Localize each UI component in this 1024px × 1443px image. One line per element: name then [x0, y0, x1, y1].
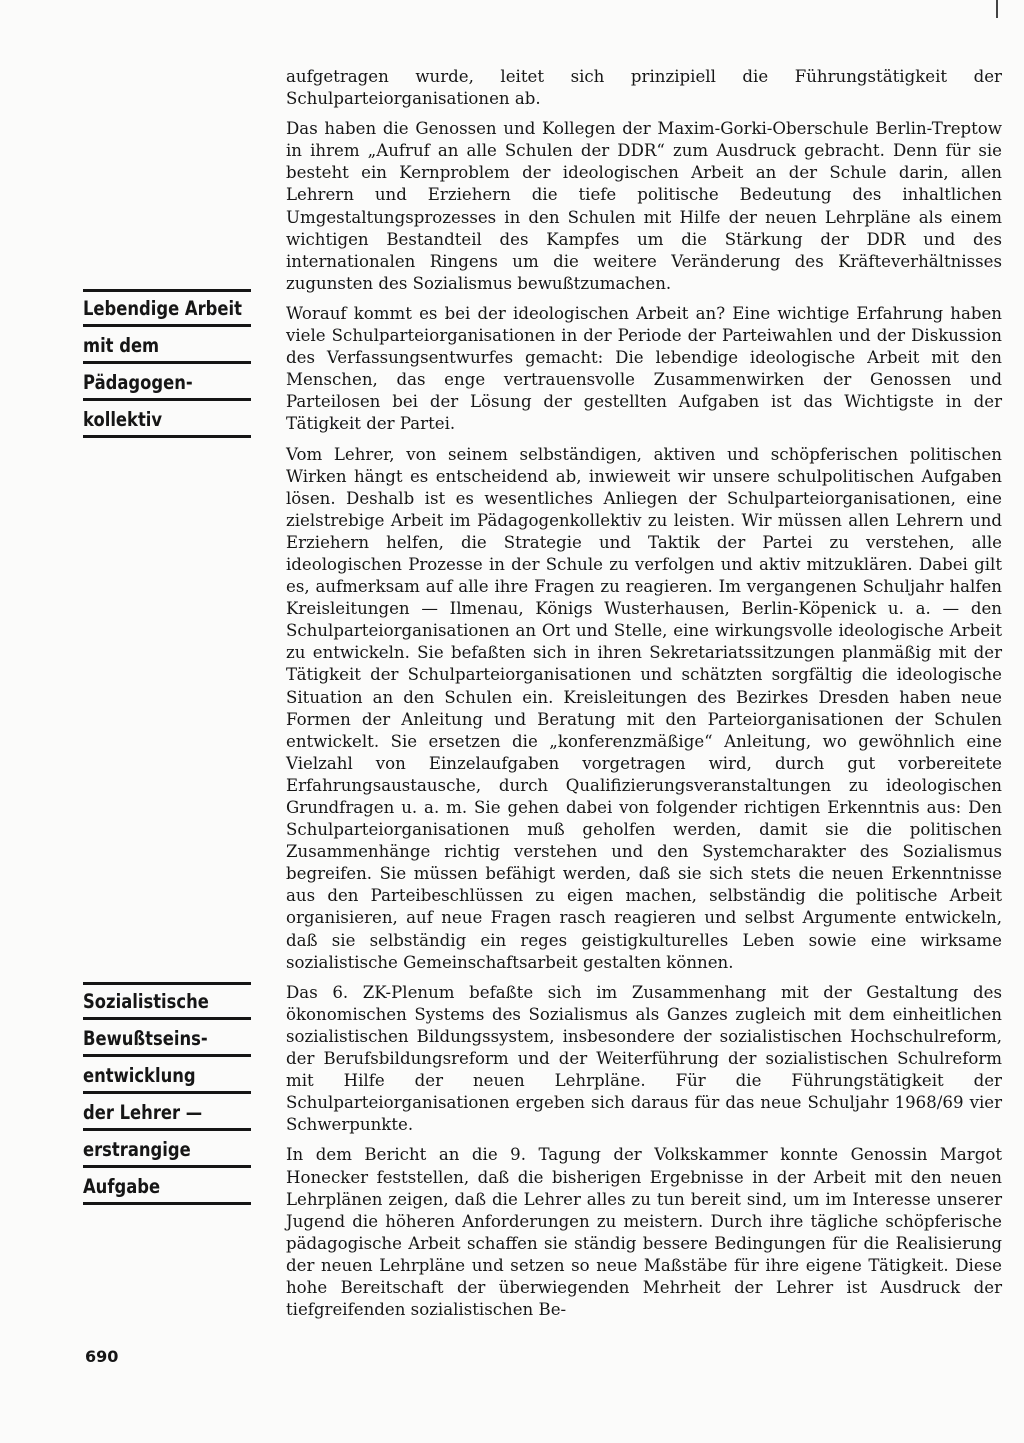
- margin-heading-line: Pädagogen-: [83, 371, 251, 401]
- margin-heading-line: Sozialistische: [83, 990, 251, 1020]
- margin-heading-line: entwicklung: [83, 1064, 251, 1094]
- body-paragraph: Worauf kommt es bei der ideologischen Arbeit an? Eine wichtige Erfahrung haben viele Schulparteiorganisationen in der Periode der Parteiwahlen und der Diskussion des Verfassungsentwurfes gemacht: Die lebendige ideologische Arbeit mit den Menschen, das enge vertrauensvolle Zusammenwirken der Genossen und Parteilosen bei der Lösung der gestellten Aufgaben ist das Wichtigste in der Tätigkeit der Partei.: [286, 303, 1002, 434]
- body-paragraph: In dem Bericht an die 9. Tagung der Volkskammer konnte Genossin Margot Honecker feststellen, daß die bisherigen Ergebnisse in der Arbeit mit den neuen Lehrplänen zeigen, daß die Lehrer alles zu tun bereit sind, um im Interesse unserer Jugend die höheren Anforderungen zu meistern. Durch ihre tägliche schöpferische pädagogische Arbeit schaffen sie ständig bessere Bedingungen für die Realisierung der neuen Lehrpläne und setzen so neue Maßstäbe für ihre eigene Tätigkeit. Diese hohe Bereitschaft der überwiegenden Mehrheit der Lehrer ist Ausdruck der tiefgreifenden sozialistischen Be-: [286, 1145, 1002, 1320]
- margin-heading-sozialistische-bewusstseinsentwicklung: [83, 982, 230, 1212]
- heading-top-rule: [83, 289, 251, 292]
- margin-heading-line: Lebendige Arbeit: [83, 297, 251, 327]
- body-text-column: [286, 66, 1002, 1329]
- body-paragraph: Vom Lehrer, von seinem selbständigen, aktiven und schöpferischen politischen Wirken hängt es entscheidend ab, inwieweit wir unsere schulpolitischen Aufgaben lösen. Deshalb ist es wesentliches Anliegen der Schulparteiorganisationen, eine zielstrebige Arbeit im Pädagogenkollektiv zu leisten. Wir müssen allen Lehrern und Erziehern helfen, die Strategie und Taktik der Partei zu verstehen, alle ideologischen Prozesse in der Schule zu verfolgen und aktiv mitzuklären. Dabei gilt es, aufmerksam auf alle ihre Fragen zu reagieren. Im vergangenen Schuljahr halfen Kreisleitungen — Ilmenau, Königs Wusterhausen, Berlin-Köpenick u. a. — den Schulparteiorganisationen an Ort und Stelle, eine wirkungsvolle ideologische Arbeit zu entwickeln. Sie befaßten sich in ihren Sekretariatssitzungen planmäßig mit der Tätigkeit der Schulparteiorganisationen und schätzten sorgfältig die ideologische Situation an den Schulen ein. Kreisleitungen des Bezirkes Dresden haben neue Formen der Anleitung und Beratung mit den Parteiorganisationen der Schulen entwickelt. Sie ersetzen die „konferenzmäßige“ Anleitung, wo gewöhnlich eine Vielzahl von Einzelaufgaben vorgetragen wird, durch gut vorbereitete Erfahrungsaustausche, durch Qualifizierungsveranstaltungen zu ideologischen Grundfragen u. a. m. Sie gehen dabei von folgender richtigen Erkenntnis aus: Den Schulparteiorganisationen muß geholfen werden, damit sie die politischen Zusammenhänge richtig verstehen und den Systemcharakter des Sozialismus begreifen. Sie müssen befähigt werden, daß sie sich stets die neuen Erkenntnisse aus den Parteibeschlüssen zu eigen machen, selbständig die politische Arbeit organisieren, auf neue Fragen rasch reagieren und selbst Argumente entwickeln, daß sie selbständig ein reges geistigkulturelles Leben sowie eine wirksame sozialistische Gemeinschaftsarbeit gestalten können.: [286, 444, 1002, 972]
- heading-top-rule: [83, 982, 251, 985]
- margin-heading-line: der Lehrer —: [83, 1101, 251, 1131]
- margin-heading-line: erstrangige: [83, 1138, 251, 1168]
- body-paragraph: Das haben die Genossen und Kollegen der Maxim-Gorki-Oberschule Berlin-Treptow in ihrem „Aufruf an alle Schulen der DDR“ zum Ausdruck gebracht. Denn für sie besteht ein Kernproblem der ideologischen Arbeit an der Schule darin, allen Lehrern und Erziehern die tiefe politische Bedeutung des inhaltlichen Umgestaltungsprozesses in den Schulen mit Hilfe der neuen Lehrpläne als einem wichtigen Bestandteil des Kampfes um die Stärkung der DDR und des internationalen Ringens um die weitere Veränderung des Kräfteverhältnisses zugunsten des Sozialismus bewußtzumachen.: [286, 119, 1002, 293]
- margin-heading-line: Aufgabe: [83, 1175, 251, 1205]
- margin-heading-line: kollektiv: [83, 408, 251, 438]
- margin-heading-line: mit dem: [83, 334, 251, 364]
- margin-heading-lebendige-arbeit: [83, 289, 242, 445]
- page-number: 690: [85, 1347, 119, 1366]
- body-paragraph: Das 6. ZK-Plenum befaßte sich im Zusammenhang mit der Gestaltung des ökonomischen Systems des Sozialismus als Ganzes zugleich mit dem einheitlichen sozialistischen Bildungssystem, insbesondere der sozialistischen Hochschulreform, der Berufsbildungsreform und der Weiterführung der sozialistischen Schulreform mit Hilfe der neuen Lehrpläne. Für die Führungstätigkeit der Schulparteiorganisationen ergeben sich daraus für das neue Schuljahr 1968/69 vier Schwerpunkte.: [286, 982, 1002, 1135]
- body-paragraph: aufgetragen wurde, leitet sich prinzipiell die Führungstätigkeit der Schulparteiorganisationen ab.: [286, 67, 1002, 109]
- page-edge-mark: [996, 0, 998, 18]
- margin-heading-line: Bewußtseins-: [83, 1027, 251, 1057]
